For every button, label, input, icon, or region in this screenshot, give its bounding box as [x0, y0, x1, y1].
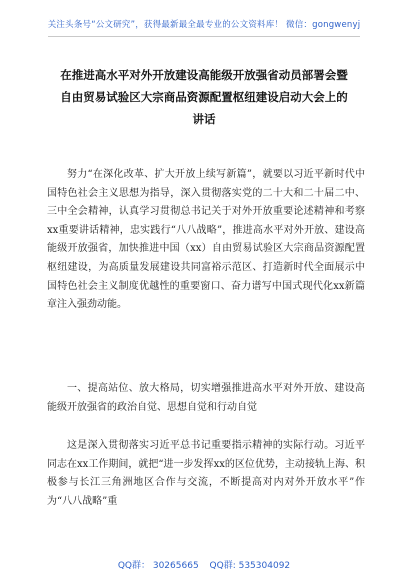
header-divider [48, 36, 360, 37]
title-line: 自由贸易试验区大宗商品资源配置枢纽建设启动大会上的 [60, 90, 348, 104]
body-paragraph: 努力“在深化改革、扩大开放上续写新篇”，就要以习近平新时代中国特色社会主义思想为指导，深入贯彻落实党的二十大和二十届二中、三中全会精神，认真学习贯彻总书记关于对外开放重要论述精神和考察xx重要讲话精神，忠实践行“八八战略”，推进高水平对外开放、建设高能级开放强省，加快推进中国（xx）自由贸易试验区大宗商品资源配置枢纽建设，为高质量发展建设共同富裕示范区、打造新时代全面展示中国特色社会主义制度优越性的重要窗口、奋力谱写中国式现代化xx新篇章注入强劲动能。 [47, 169, 365, 311]
footer-contacts [0, 558, 408, 571]
section-heading: 一、提高站位、放大格局，切实增强推进高水平对外开放、建设高能级开放强省的政治自觉、思想自觉和行动自觉 [47, 383, 365, 413]
body-paragraph: 这是深入贯彻落实习近平总书记重要指示精神的实际行动。习近平同志在xx工作期间，就把“进一步发挥xx的区位优势，主动接轨上海、积极参与长江三角洲地区合作与交流，不断提高对内对外开放水平”作为“八八战略”重 [47, 440, 365, 507]
title-line: 在推进高水平对外开放建设高能级开放强省动员部署会暨 [60, 68, 348, 82]
footer-qq-group-1: QQ群： 30265665 [117, 561, 199, 571]
footer-qq-group-2: QQ群: 535304092 [209, 561, 291, 571]
header-note: 关注头条号“公文研究”，获得最新最全最专业的公文资料库！ 微信：gongwenyj [47, 20, 361, 30]
title-line: 讲话 [192, 112, 216, 126]
document-title [44, 64, 364, 130]
